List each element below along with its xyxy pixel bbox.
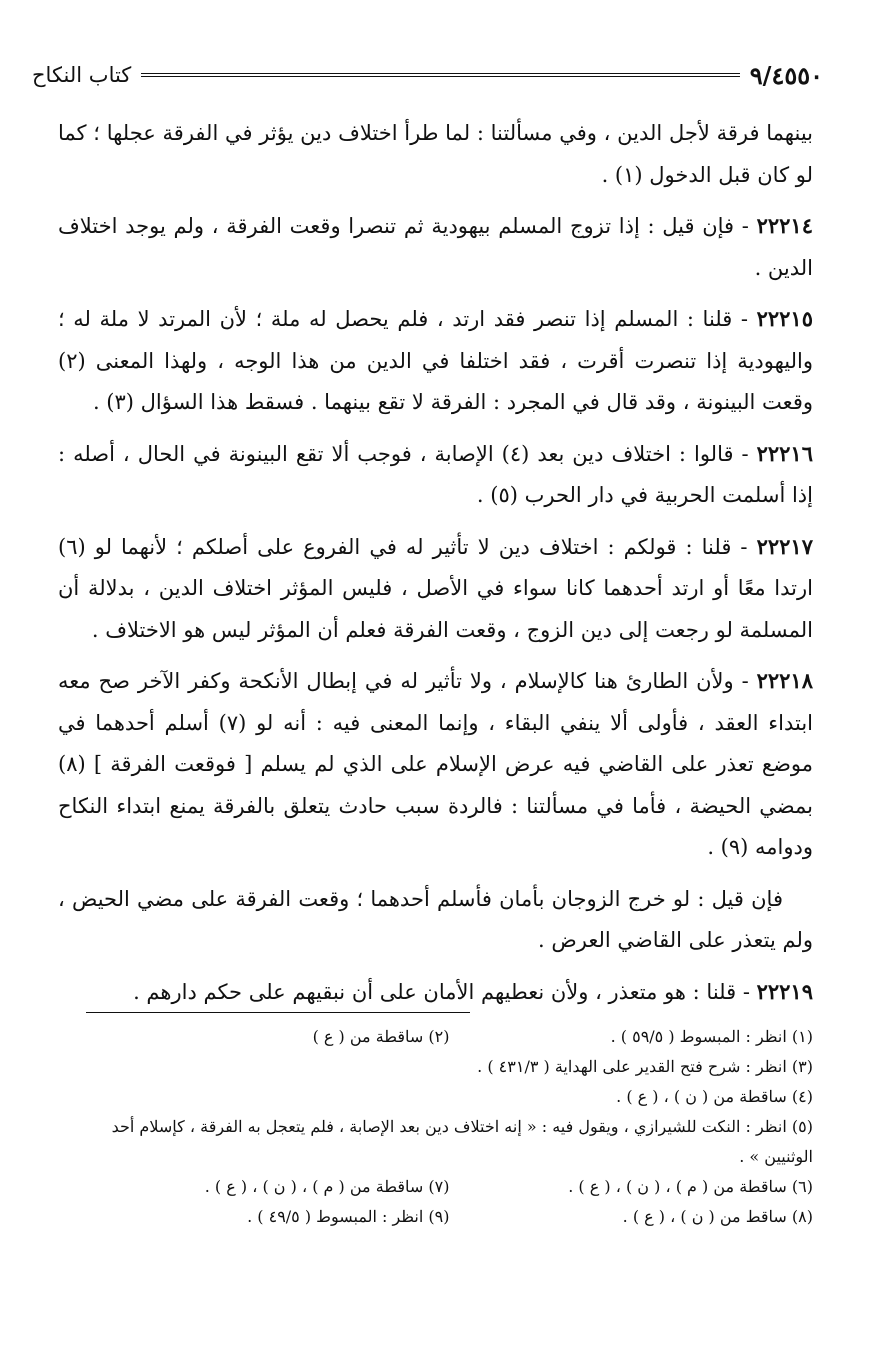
- footnote: (٢) ساقطة من ( ع ): [312, 1027, 450, 1046]
- issue-number: ٢٢٢١٥: [756, 306, 813, 331]
- footnote: (٤) ساقطة من ( ن ) ، ( ع ) .: [616, 1087, 813, 1106]
- footnote: (٦) ساقطة من ( م ) ، ( ن ) ، ( ع ) .: [568, 1177, 813, 1196]
- footnote: (٣) انظر : شرح فتح القدير على الهداية ( ٤٣١/٣ ) .: [477, 1057, 813, 1076]
- footnote: (٧) ساقطة من ( م ) ، ( ن ) ، ( ع ) .: [204, 1177, 450, 1196]
- footnote: (٩) انظر : المبسوط ( ٤٩/٥ ) .: [247, 1207, 450, 1226]
- issue-number: ٢٢٢١٤: [756, 213, 813, 238]
- paragraph: [58, 878, 813, 962]
- paragraph-text: بينهما فرقة لأجل الدين ، وفي مسألتنا : لما طرأ اختلاف دين يؤثر في الفرقة عجلها ؛ كما لو كان قبل الدخول (١) .: [58, 121, 813, 187]
- page-number: ٩/٤٥٥٠: [749, 60, 823, 90]
- footnote-row: [86, 1202, 813, 1232]
- issue-number: ٢٢٢١٦: [756, 440, 813, 466]
- paragraph-text: - قالوا : اختلاف دين بعد (٤) الإصابة ، فوجب ألا تقع البينونة في الحال ، أصله : إذا أسلمت الحربية في دار الحرب (٥) .: [58, 441, 813, 507]
- paragraph-text: - قلنا : هو متعذر ، ولأن نعطيهم الأمان على أن نبقيهم على حكم دارهم .: [133, 979, 757, 1004]
- paragraph: [58, 205, 813, 289]
- footnote-row: [86, 1172, 813, 1202]
- footnotes: [86, 1022, 813, 1232]
- header-rule: [141, 73, 739, 77]
- issue-number: ٢٢٢١٨: [756, 668, 813, 693]
- footnote: (٥) انظر : النكت للشيرازي ، ويقول فيه : « إنه اختلاف دين بعد الإصابة ، فلم يتعجل به الفرقة ، كإسلام أحد الوثنيين » .: [111, 1117, 813, 1166]
- paragraph-text: - فإن قيل : إذا تزوج المسلم بيهودية ثم تنصرا وقعت الفرقة ، ولم يوجد اختلاف الدين .: [58, 214, 813, 280]
- paragraph: [58, 298, 813, 424]
- paragraph: [58, 971, 813, 1014]
- footnote-row: [86, 1022, 813, 1052]
- paragraph-text: - قلنا : قولكم : اختلاف دين لا تأثير له في الفروع على أصلكم ؛ لأنهما لو (٦) ارتدا معًا أو ارتد أحدهما كانا سواء في الأصل ، فليس المؤثر اختلاف الدين ، بدلالة أن المسلمة لو رجعت إلى دين الزوج ، وقعت الفرقة فعلم أن المؤثر ليس هو الاختلاف .: [58, 534, 813, 642]
- main-text: [58, 112, 813, 1022]
- paragraph-text: - قلنا : المسلم إذا تنصر فقد ارتد ، فلم يحصل له ملة ؛ لأن المرتد لا ملة له ؛ واليهودية إذا تنصرت أقرت ، فقد اختلفا في الدين من هذا الوجه ، ولهذا المعنى (٢) وقعت البينونة ، وقد قال في المجرد : الفرقة لا تقع بينهما . فسقط هذا السؤال (٣) .: [58, 307, 813, 414]
- footnote-separator: [86, 1012, 470, 1013]
- page-header: [32, 58, 823, 92]
- chapter-title: كتاب النكاح: [32, 63, 132, 87]
- footnote: (١) انظر : المبسوط ( ٥٩/٥ ) .: [610, 1027, 813, 1046]
- issue-number: ٢٢٢١٩: [756, 978, 813, 1004]
- paragraph-text: فإن قيل : لو خرج الزوجان بأمان فأسلم أحدهما ؛ وقعت الفرقة على مضي الحيض ، ولم يتعذر على القاضي العرض .: [58, 886, 813, 952]
- paragraph: [58, 526, 813, 652]
- paragraph: [58, 112, 813, 196]
- paragraph: [58, 660, 813, 869]
- paragraph: [58, 433, 813, 517]
- issue-number: ٢٢٢١٧: [756, 533, 813, 559]
- paragraph-text: - ولأن الطارئ هنا كالإسلام ، ولا تأثير له في إبطال الأنكحة وكفر الآخر صح معه ابتداء العقد ، فأولى ألا ينفي البقاء ، وإنما المعنى فيه : أنه لو (٧) أسلم أحدهما في موضع تعذر على القاضي فيه عرض الإسلام على الذي لم يسلم [ فوقعت الفرقة ] (٨) بمضي الحيضة ، فأما في مسألتنا : فالردة سبب حادث يتعلق بالفرقة يمنع ابتداء النكاح ودوامه (٩) .: [58, 669, 813, 859]
- footnote: (٨) ساقط من ( ن ) ، ( ع ) .: [622, 1207, 813, 1226]
